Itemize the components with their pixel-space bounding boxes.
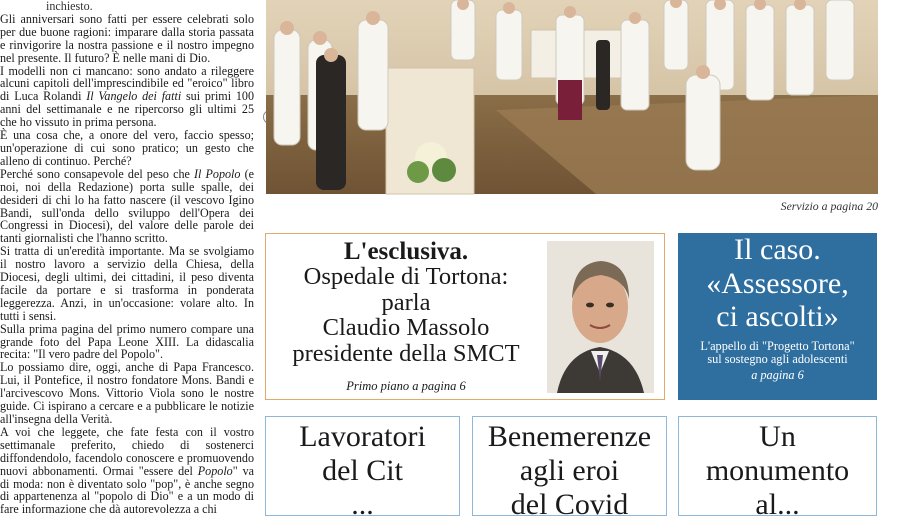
article-headline: Un monumento al... — [705, 420, 850, 521]
portrait-photo — [547, 241, 654, 393]
photo-credit: Servizio a pagina 20 — [780, 199, 878, 213]
editorial-column — [0, 0, 255, 517]
ceremony-photo — [266, 0, 878, 194]
editorial-paragraph: Si tratta di un'eredità importante. Ma se svolgiamo il nostro lavoro a servizio della Chiesa, della Diocesi, degli ultimi, dei cittadini, il peso diventa facile da portare e si trasforma in ponderata leggerezza. Anzi, in un'occasione: volare alto. In tutti i sensi. — [0, 244, 254, 323]
exclusive-box[interactable] — [265, 233, 665, 400]
exclusive-kicker: L'esclusiva. — [343, 238, 469, 265]
ceremony-illustration — [266, 0, 878, 194]
editorial-paragraph: Sulla prima pagina del primo numero compare una grande foto del Papa Leone XIII. La didascalia recita: "Il vero padre del Popolo". — [0, 321, 254, 362]
article-box-monumento[interactable] — [678, 416, 877, 521]
editorial-paragraph: Lo possiamo dire, oggi, anche di Papa Francesco. Lui, il Pontefice, il nostro fondatore Mons. Bandi e l'arcivescovo Mons. Vittorio Viola sono le nostre guide. Ci ispirano a cercare e a pubblicare le notizie all'insegna della Verità. — [0, 360, 254, 426]
article-headline: Benemerenze agli eroi del Covid — [487, 420, 652, 521]
exclusive-page-reference: Primo piano a pagina 6 — [346, 379, 466, 393]
editorial-paragraph: È una cosa che, a onore del vero, faccio spesso; un'operazione di cui sono pratico; un gesto che alleno di continuo. Perché? — [0, 128, 254, 168]
article-box-benemerenze[interactable] — [472, 416, 667, 521]
book-title: Il Vangelo dei fatti — [86, 89, 182, 104]
caso-headline: Il caso. «Assessore, ci ascolti» — [706, 233, 849, 333]
editorial-paragraph: Gli anniversari sono fatti per essere celebrati solo per due buone ragioni: imparare dalla storia passata e rinvigorire la nostra passione e il nostro impegno nel presente. Il futuro? È nelle mani di Dio. — [0, 11, 254, 65]
article-box-lavoratori[interactable] — [265, 416, 460, 521]
editorial-fragment: inchiesto. — [46, 0, 93, 13]
exclusive-headline: Ospedale di Tortona: parla Claudio Massolo presidente della SMCT — [292, 263, 520, 367]
caso-page-reference: a pagina 6 — [751, 367, 804, 382]
editorial-paragraph: A voi che leggete, che fate festa con il vostro settimanale preferito, chiedo di sostenerci diffondendolo, facendolo conoscere e promuovendo nuovi abbonamenti. Ormai "essere del Popolo" va di moda: non è diventato solo "pop", è anche segno di appartenenza al "popolo di Dio" e a un modo di fare informazione che dà autorevolezza a chi — [0, 424, 255, 517]
article-headline: Lavoratori del Cit ... — [299, 420, 426, 521]
caso-subtitle: L'appello di "Progetto Tortona" sul sostegno agli adolescenti — [700, 338, 855, 366]
caso-box[interactable] — [678, 233, 877, 400]
editorial-paragraph: I modelli non ci mancano: sono andato a rileggere alcuni capitoli dell'imprescindibile ed "eroico" libro di Luca Rolandi Il Vangelo dei fatti sui primi 100 anni del settimanale e ne ripercorso gli ultimi 25 che ho vissuto in prima persona. — [0, 63, 254, 130]
editorial-paragraph: Perché sono consapevole del peso che Il Popolo (e noi, noi della Redazione) porta sulle spalle, dei desideri di chi lo ha fatto nascere (il vescovo Igino Bandi, sull'onda dello sviluppo dell'Opera dei Congressi in Diocesi), del valore delle parole dei tanti giornalisti che l'hanno scritto. — [0, 166, 254, 246]
